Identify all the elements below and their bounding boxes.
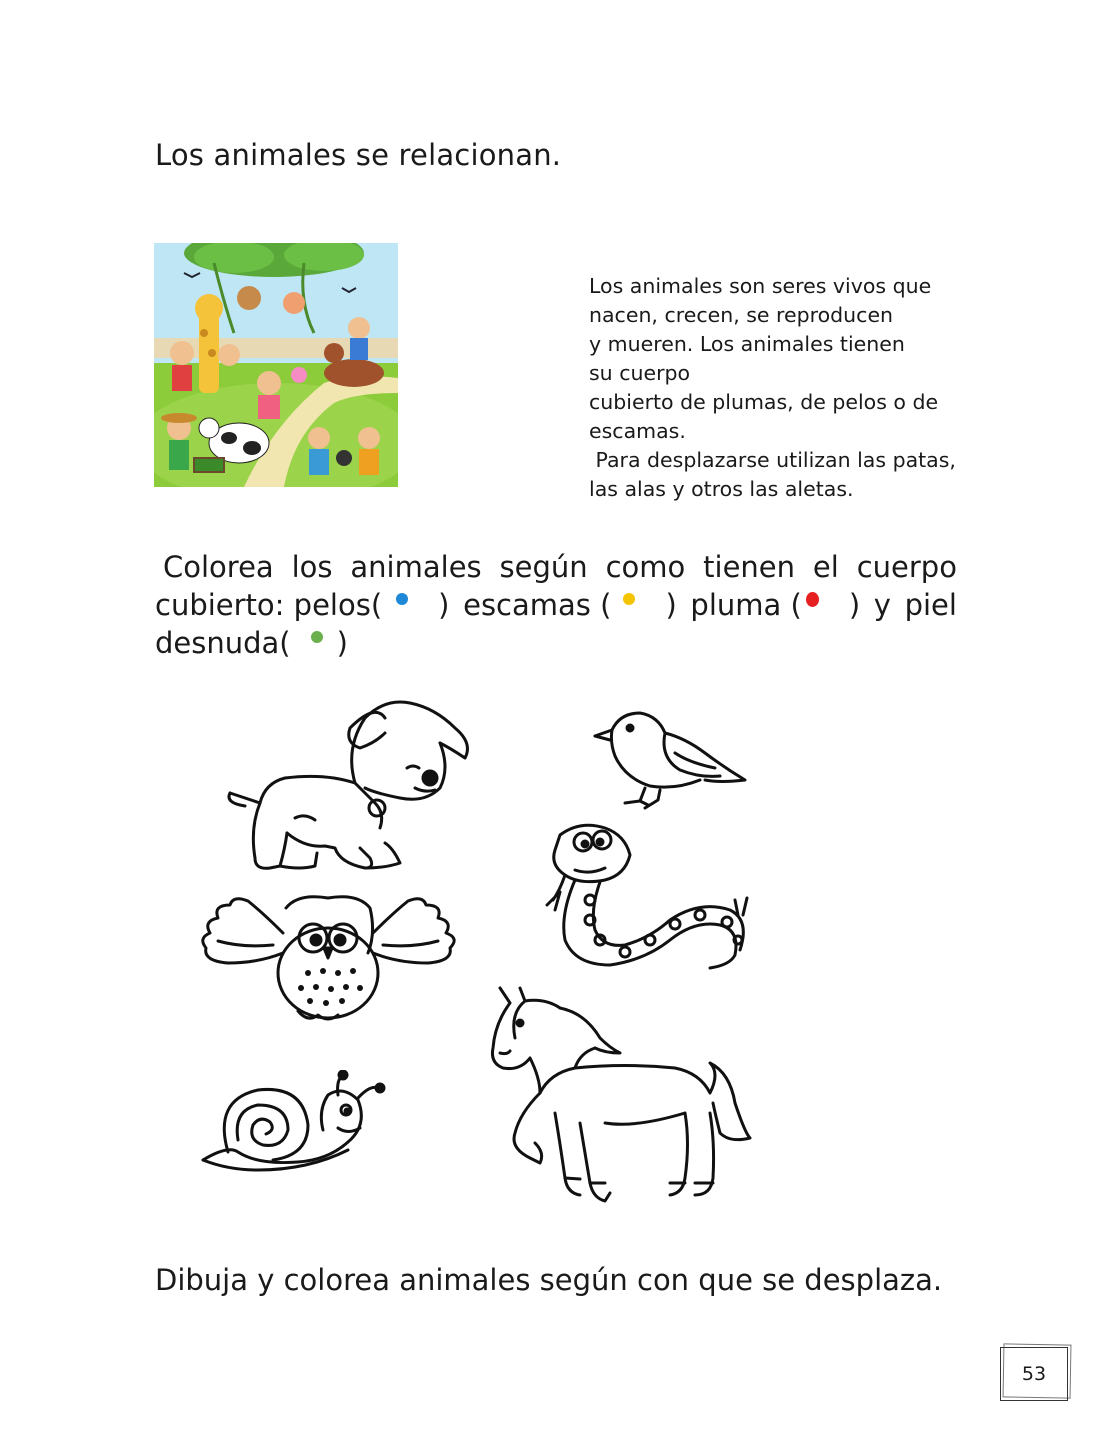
info-line: y mueren. Los animales tienen <box>589 332 905 356</box>
pluma-label: pluma ( <box>690 588 802 622</box>
info-line: escamas. <box>589 419 686 443</box>
and-word: y <box>873 588 891 622</box>
piel-word: piel <box>904 588 957 622</box>
close-paren: ) <box>438 588 450 622</box>
instruction-word: el <box>812 550 839 584</box>
info-line: su cuerpo <box>589 361 691 385</box>
instruction-word: animales <box>350 550 482 584</box>
pluma-color-dot <box>806 592 819 607</box>
info-paragraph <box>589 272 969 504</box>
instruction-word: tienen <box>703 550 796 584</box>
kids-animals-illustration <box>154 243 398 487</box>
info-line: cubierto de plumas, de pelos o de <box>589 390 939 414</box>
owl-icon <box>198 893 460 1027</box>
instruction-word: como <box>605 550 686 584</box>
escamas-label: escamas ( <box>463 588 612 622</box>
info-line: Para desplazarse utilizan las patas, <box>589 448 956 472</box>
snail-icon <box>198 1070 398 1184</box>
desnuda-label: desnuda( <box>155 626 291 660</box>
page-number-box <box>1000 1347 1068 1401</box>
close-paren: ) <box>336 626 348 660</box>
horse-icon <box>485 983 755 1212</box>
info-line: nacen, crecen, se reproducen <box>589 303 894 327</box>
instruction-word: cuerpo <box>856 550 957 584</box>
close-paren: ) <box>665 588 677 622</box>
instruction-word: Colorea <box>163 550 274 584</box>
instruction-word: los <box>291 550 333 584</box>
bird-icon <box>590 708 750 817</box>
page-title: Los animales se relacionan. <box>155 138 562 172</box>
close-paren: ) <box>848 588 861 622</box>
snake-icon <box>535 820 760 979</box>
info-line: Los animales son seres vivos que <box>589 274 932 298</box>
instruction-word: según <box>499 550 588 584</box>
dog-icon <box>225 698 480 882</box>
desnuda-color-dot <box>311 631 323 643</box>
page-number: 53 <box>1021 1363 1047 1385</box>
info-line: las alas y otros las aletas. <box>589 477 854 501</box>
pelos-color-dot <box>396 593 408 605</box>
coloring-instruction <box>155 548 957 662</box>
escamas-color-dot <box>623 593 635 605</box>
pelos-label: cubierto: pelos( <box>155 588 383 622</box>
draw-instruction: Dibuja y colorea animales según con que se desplaza. <box>155 1263 943 1297</box>
